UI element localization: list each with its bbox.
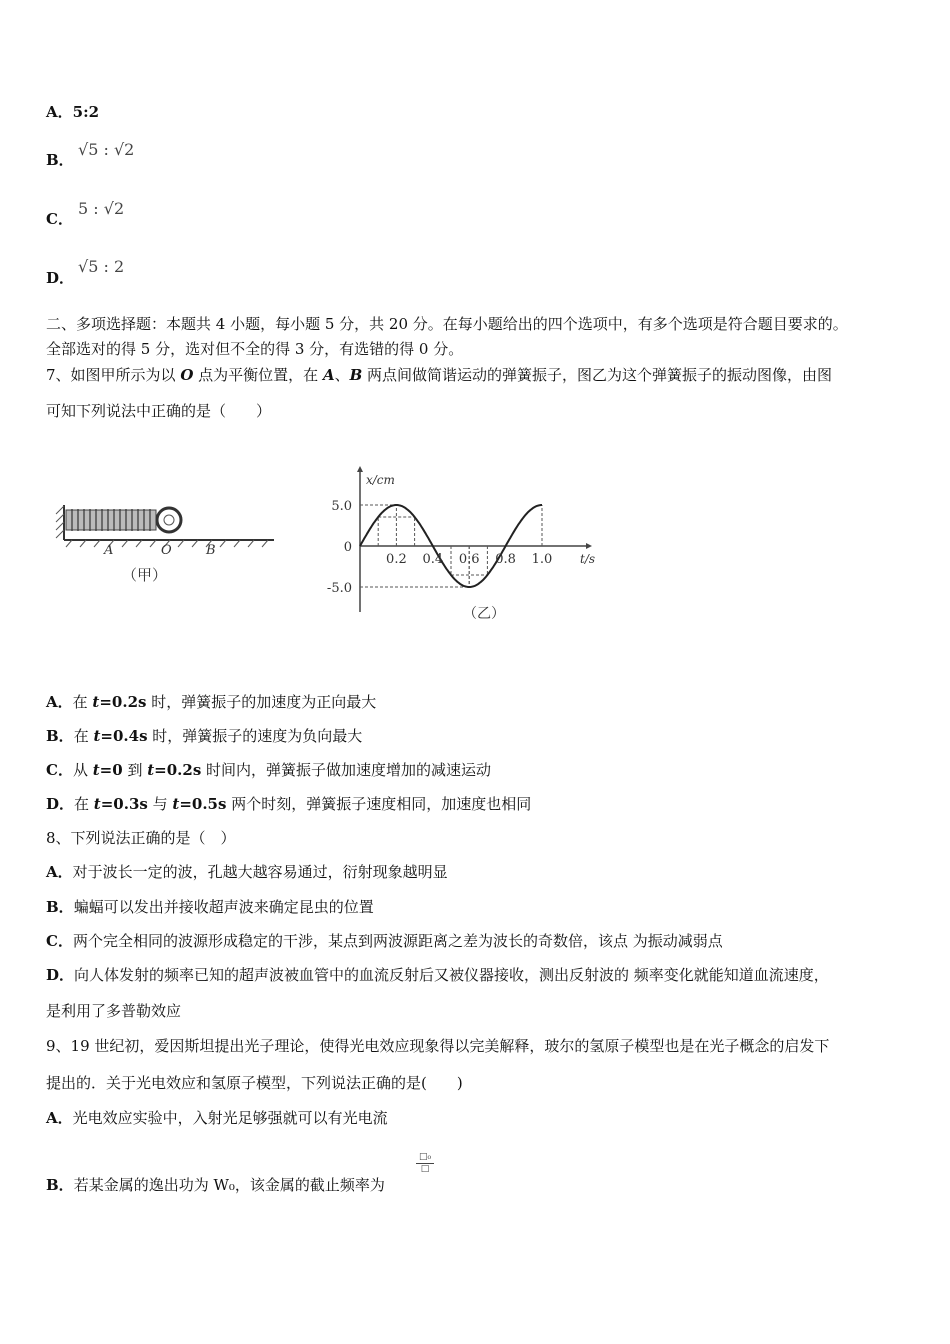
q9-stem-cont: 提出的．关于光电效应和氢原子模型，下列说法正确的是( ) [46, 1074, 463, 1092]
y-axis-label: x/cm [366, 473, 395, 487]
x-tick-label: 0.6 [458, 552, 480, 567]
q7-stem-text: 、 [334, 366, 350, 384]
q7-option-t: t [92, 693, 100, 711]
option-letter: B． [46, 1176, 74, 1194]
option-text: 光电效应实验中，入射光足够强就可以有光电流 [72, 1109, 388, 1127]
q7-stem-text: 两点间做简谐运动的弹簧振子，图乙为这个弹簧振子的振动图像，由图 [362, 366, 833, 384]
option-letter: C． [46, 932, 73, 950]
q7-option-pre: 在 [73, 727, 94, 745]
option-c [46, 209, 73, 229]
q7-option [46, 760, 491, 780]
option-d [46, 268, 74, 288]
fraction-denominator: □ [420, 1164, 430, 1174]
q7-option-t: t [93, 795, 101, 813]
q7-option-letter: A． [46, 693, 73, 711]
fraction [416, 1152, 434, 1175]
option-b [46, 150, 74, 170]
q7-option-post: 时，弹簧振子的速度为负向最大 [147, 727, 363, 745]
q9-option [46, 1175, 385, 1195]
x-tick-label: 0.8 [495, 552, 516, 567]
q9-stem: 9、19 世纪初，爱因斯坦提出光子理论，使得光电效应现象得以完美解释，玻尔的氢原子模型也是在光子概念的启发下 [46, 1037, 830, 1055]
q8-option-d-cont: 是利用了多普勒效应 [46, 1002, 182, 1020]
label-o: O [161, 543, 172, 558]
x-tick-label: 1.0 [531, 552, 553, 567]
option-letter: B． [46, 898, 74, 916]
option-text: 向人体发射的频率已知的超声波被血管中的血流反射后又被仪器接收，测出反射波的 频率变化就能知道血流速度， [74, 966, 829, 984]
q7-stem-text: 7、如图甲所示为以 [46, 366, 181, 384]
q7-stem [46, 365, 832, 385]
q7-point-o: O [180, 366, 194, 384]
figure-jia [52, 500, 282, 590]
option-letter: D． [46, 966, 75, 984]
q7-option-val2: =0.2s [154, 761, 202, 779]
q7-option-post: 时，弹簧振子的加速度为正向最大 [146, 693, 377, 711]
q7-point-b: B [349, 366, 363, 384]
q8-option [46, 965, 829, 985]
caption-jia: （甲） [122, 566, 168, 584]
option-letter: C． [46, 210, 73, 228]
q7-stem-cont: 可知下列说法中正确的是（ ） [46, 402, 272, 420]
option-letter: B． [46, 151, 74, 169]
q7-option-mid: 与 [147, 795, 173, 813]
option-b-math: √5 : √2 [78, 140, 135, 159]
q8-stem: 8、下列说法正确的是（ ） [46, 829, 236, 847]
x-tick-label: 0.4 [422, 552, 444, 567]
q7-stem-text: 点为平衡位置，在 [193, 366, 323, 384]
q7-option-val: =0.3s [100, 795, 148, 813]
option-a [46, 102, 99, 122]
chart-caption: （乙） [463, 606, 505, 622]
option-text: 5:2 [72, 103, 100, 121]
q7-option-t: t [93, 727, 101, 745]
figure-yi-chart [312, 462, 602, 632]
y-tick-label: 0 [343, 540, 352, 555]
option-text: 蝙蝠可以发出并接收超声波来确定昆虫的位置 [73, 898, 374, 916]
q7-option-val2: =0.5s [179, 795, 227, 813]
x-tick-label: 0.2 [386, 552, 407, 567]
section-heading-cont: 全部选对的得 5 分，选对但不全的得 3 分，有选错的得 0 分。 [46, 340, 464, 358]
q7-option [46, 794, 531, 814]
q8-option [46, 897, 374, 917]
q7-option-t2: t [147, 761, 155, 779]
x-axis-arrow [586, 543, 592, 549]
q7-option-t: t [92, 761, 100, 779]
q8-option [46, 931, 723, 951]
x-axis-label: t/s [580, 552, 596, 566]
label-a: A [104, 543, 114, 558]
q7-option [46, 692, 376, 712]
option-letter: A． [46, 103, 73, 121]
option-text: 两个完全相同的波源形成稳定的干涉，某点到两波源距离之差为波长的奇数倍，该点 为振动减弱点 [72, 932, 723, 950]
y-tick-label: 5.0 [331, 499, 352, 514]
q7-option-post: 两个时刻，弹簧振子速度相同，加速度也相同 [226, 795, 532, 813]
q9-option [46, 1108, 388, 1128]
q7-option-val: =0.2s [99, 693, 147, 711]
q7-option-t2: t [172, 795, 180, 813]
option-letter: A． [46, 863, 73, 881]
q8-option [46, 862, 448, 882]
q7-option-val: =0.4s [100, 727, 148, 745]
y-axis-arrow [357, 466, 363, 472]
q7-option-pre: 从 [72, 761, 93, 779]
y-tick-label: -5.0 [326, 581, 352, 596]
option-c-math: 5 : √2 [78, 199, 125, 218]
q7-option-post: 时间内，弹簧振子做加速度增加的减速运动 [201, 761, 492, 779]
label-b: B [206, 543, 216, 558]
q7-option-letter: C． [46, 761, 73, 779]
option-text: 对于波长一定的波，孔越大越容易通过，衍射现象越明显 [72, 863, 448, 881]
q7-point-a: A [322, 366, 335, 384]
fraction-numerator: □₀ [416, 1152, 434, 1164]
q7-option-mid: 到 [122, 761, 148, 779]
q7-option-pre: 在 [74, 795, 94, 813]
section-heading: 二、多项选择题：本题共 4 小题，每小题 5 分，共 20 分。在每小题给出的四个选项中，有多个选项是符合题目要求的。 [46, 315, 848, 333]
option-letter: D． [46, 269, 75, 287]
option-text: 若某金属的逸出功为 W₀，该金属的截止频率为 [73, 1176, 385, 1194]
q7-option-letter: B． [46, 727, 74, 745]
q7-option [46, 726, 362, 746]
q7-option-pre: 在 [72, 693, 93, 711]
option-letter: A． [46, 1109, 73, 1127]
q7-option-val: =0 [99, 761, 123, 779]
option-d-math: √5 : 2 [78, 257, 125, 276]
q7-option-letter: D． [46, 795, 75, 813]
